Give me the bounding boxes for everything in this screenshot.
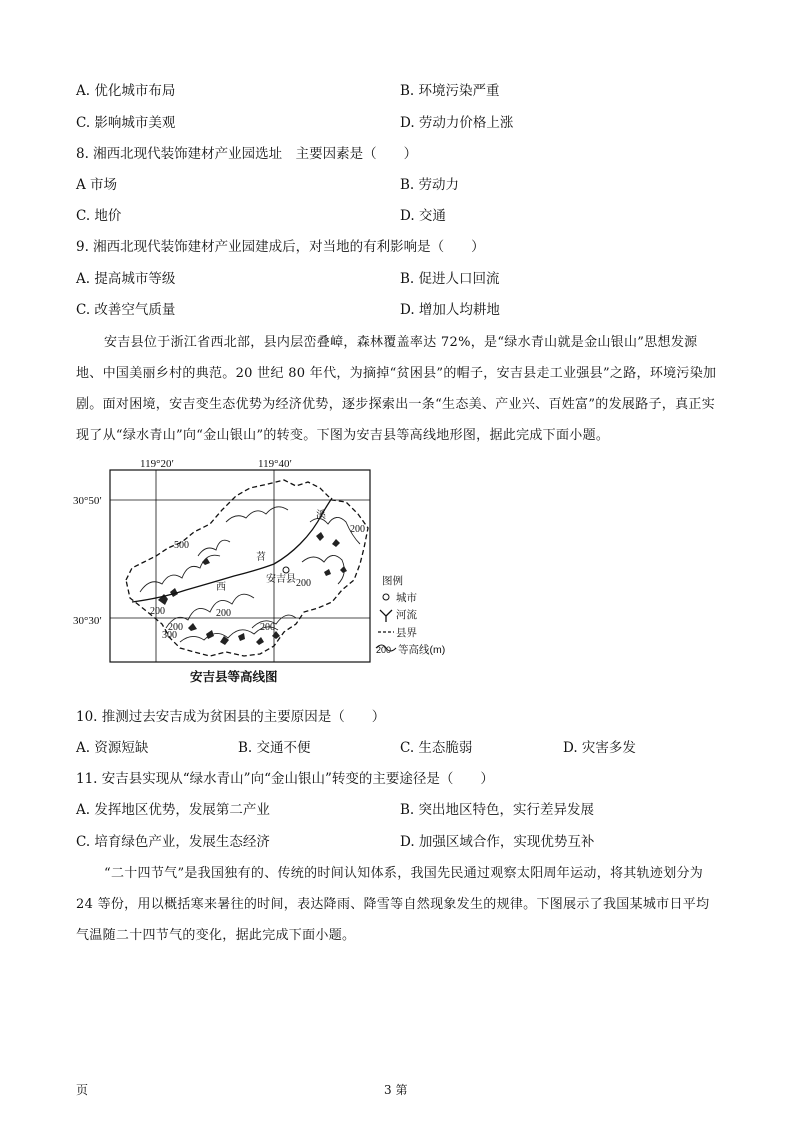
q8-option-d: D. 交通: [400, 208, 446, 224]
legend-boundary: 县界: [396, 627, 417, 639]
contour-label-200e: 200: [296, 578, 311, 589]
footer-left: 页: [76, 1083, 89, 1097]
map-lon-119-40: 119°40′: [258, 458, 292, 470]
contour-label-200c: 200: [216, 608, 231, 619]
q10-option-d: D. 灾害多发: [563, 740, 636, 756]
passage-anji: [76, 327, 720, 451]
map-lat-30-30: 30°30′: [73, 615, 102, 627]
river-char-xi: 西: [216, 582, 226, 593]
map-lon-119-20: 119°20′: [140, 458, 174, 470]
q8-stem: 8. 湘西北现代装饰建材产业园选址 主要因素是（ ）: [76, 146, 418, 162]
q10-stem: 10. 推测过去安吉成为贫困县的主要原因是（ ）: [76, 709, 386, 725]
q8-option-b: B. 劳动力: [400, 177, 460, 193]
contour-label-200a: 200: [150, 606, 165, 617]
contour-line-7: [198, 540, 230, 556]
legend-title: 图例: [382, 575, 403, 587]
map-legend: [376, 574, 445, 656]
q11-option-d: D. 加强区域合作，实现优势互补: [400, 834, 595, 850]
passage-solar-terms-text: “二十四节气”是我国独有的、传统的时间认知体系，我国先民通过观察太阳周年运动，将其轨迹划分为 24 等份，用以概括寒来暑往的时间，表达降雨、降雪等自然现象发生的规律。下图展示了我国某城市日平均气温随二十四节气的变化，据此完成下面小题。: [76, 866, 710, 943]
anji-city-label: 安吉县: [266, 574, 296, 585]
legend-river: 河流: [396, 609, 417, 621]
passage-solar-terms: [76, 858, 720, 951]
q10-option-c: C. 生态脆弱: [400, 740, 473, 756]
legend-contour: 等高线(m): [398, 644, 446, 656]
river-char-tiao: 苕: [256, 552, 266, 563]
legend-contour-sample: 200: [376, 645, 392, 655]
anji-contour-map: [70, 452, 460, 687]
map-lat-30-50: 30°50′: [73, 495, 102, 507]
anji-city-marker: [283, 567, 289, 573]
q7-option-c: C. 影响城市美观: [76, 115, 176, 131]
q9-option-c: C. 改善空气质量: [76, 302, 176, 318]
contour-label-200b: 200: [168, 622, 183, 633]
map-caption: 安吉县等高线图: [190, 670, 278, 684]
q10-option-a: A. 资源短缺: [76, 740, 149, 756]
q7-option-d: D. 劳动力价格上涨: [400, 115, 514, 131]
q10-option-b: B. 交通不便: [238, 740, 311, 756]
q9-option-a: A. 提高城市等级: [76, 271, 176, 287]
q8-option-a: A 市场: [76, 177, 118, 193]
contour-label-500: 500: [174, 540, 189, 551]
legend-city-symbol: [383, 594, 389, 600]
legend-river-symbol: [380, 610, 392, 622]
river-char-xi2: 溪: [316, 510, 326, 521]
legend-city: 城市: [396, 592, 417, 604]
q9-stem: 9. 湘西北现代装饰建材产业园建成后，对当地的有利影响是（ ）: [76, 239, 485, 255]
q7-option-b: B. 环境污染严重: [400, 83, 500, 99]
q11-stem: 11. 安吉县实现从“绿水青山”向“金山银山”转变的主要途径是（ ）: [76, 771, 494, 787]
q7-option-a: A. 优化城市布局: [76, 83, 176, 99]
q11-option-c: C. 培育绿色产业，发展生态经济: [76, 834, 270, 850]
q8-option-c: C. 地价: [76, 208, 122, 224]
contour-label-300: 300: [162, 630, 177, 641]
contour-label-200d: 200: [350, 524, 365, 535]
page-number: 3 第: [384, 1083, 408, 1097]
q11-option-b: B. 突出地区特色，实行差异发展: [400, 802, 595, 818]
passage-anji-text: 安吉县位于浙江省西北部，县内层峦叠嶂，森林覆盖率达 72%，是“绿水青山就是金山银山”思想发源地、中国美丽乡村的典范。20 世纪 80 年代，为摘掉“贫困县”的帽子，安吉县走工业强县”之路，环境污染加剧。面对困境，安吉变生态优势为经济优势，逐步探索出一条“生态美、产业兴、百姓富”的发展路子，真正实现了从“绿水青山”向“金山银山”的转变。下图为安吉县等高线地形图，据此完成下面小题。: [76, 335, 717, 443]
contour-label-200f: 200: [260, 622, 275, 633]
contour-line-4: [226, 507, 288, 522]
q9-option-d: D. 增加人均耕地: [400, 302, 500, 318]
q9-option-b: B. 促进人口回流: [400, 271, 500, 287]
q11-option-a: A. 发挥地区优势，发展第二产业: [76, 802, 270, 818]
